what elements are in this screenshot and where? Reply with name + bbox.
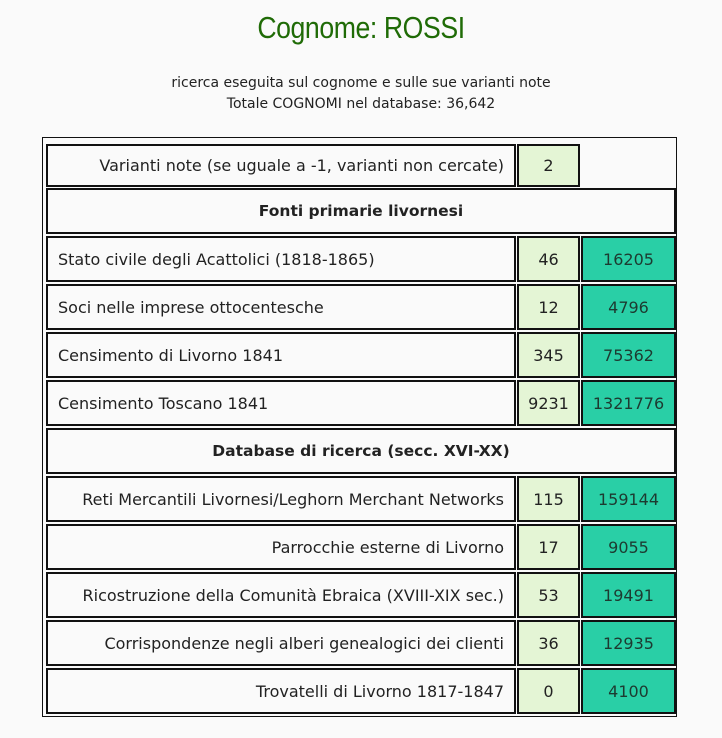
row-label: Censimento Toscano 1841	[46, 380, 516, 426]
total-surnames: Totale COGNOMI nel database: 36,642	[226, 96, 496, 112]
row-total: 159144	[581, 476, 676, 522]
row-total: 19491	[581, 572, 676, 618]
row-count[interactable]: 115	[517, 476, 580, 522]
row-label: Reti Mercantili Livornesi/Leghorn Merchant Networks	[46, 476, 516, 522]
results-table	[42, 137, 677, 717]
row-total: 16205	[581, 236, 676, 282]
row-count[interactable]: 12	[517, 284, 580, 330]
row-total: 9055	[581, 524, 676, 570]
row-label: Stato civile degli Acattolici (1818-1865)	[46, 236, 516, 282]
row-total: 1321776	[581, 380, 676, 426]
variants-count: 2	[517, 144, 580, 187]
row-label: Censimento di Livorno 1841	[46, 332, 516, 378]
row-total: 75362	[581, 332, 676, 378]
search-summary	[0, 73, 722, 115]
row-count[interactable]: 53	[517, 572, 580, 618]
section-header-fonti-primarie: Fonti primarie livornesi	[46, 188, 676, 234]
row-total: 4796	[581, 284, 676, 330]
row-count[interactable]: 345	[517, 332, 580, 378]
row-label: Soci nelle imprese ottocentesche	[46, 284, 516, 330]
variants-label: Varianti note (se uguale a -1, varianti non cercate)	[46, 144, 516, 187]
search-description: ricerca eseguita sul cognome e sulle sue varianti note	[171, 75, 551, 91]
row-label: Trovatelli di Livorno 1817-1847	[46, 668, 516, 714]
row-total: 4100	[581, 668, 676, 714]
row-count[interactable]: 0	[517, 668, 580, 714]
page-title: Cognome: ROSSI	[257, 10, 465, 45]
row-total: 12935	[581, 620, 676, 666]
row-count[interactable]: 36	[517, 620, 580, 666]
row-label: Corrispondenze negli alberi genealogici dei clienti	[46, 620, 516, 666]
row-count[interactable]: 46	[517, 236, 580, 282]
row-label: Ricostruzione della Comunità Ebraica (XVIII-XIX sec.)	[46, 572, 516, 618]
section-header-database-ricerca: Database di ricerca (secc. XVI-XX)	[46, 428, 676, 474]
row-label: Parrocchie esterne di Livorno	[46, 524, 516, 570]
row-count[interactable]: 9231	[517, 380, 580, 426]
row-count[interactable]: 17	[517, 524, 580, 570]
